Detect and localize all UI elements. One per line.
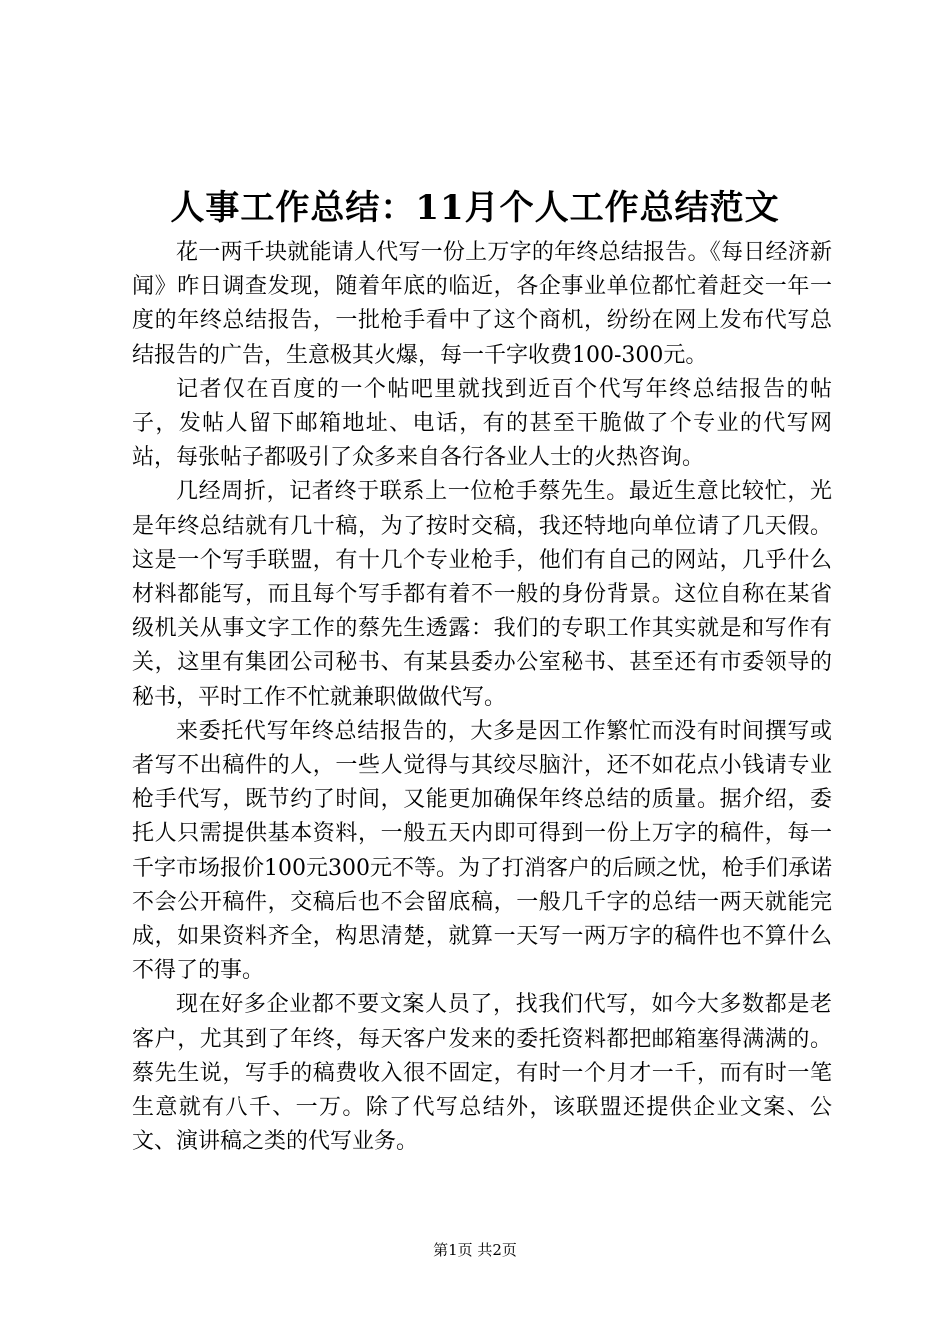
paragraph-5: 现在好多企业都不要文案人员了，找我们代写，如今大多数都是老客户，尤其到了年终，每天客户发来的委托资料都把邮箱塞得满满的。蔡先生说，写手的稿费收入很不固定，有时一个月才一千，而有时一笔生意就有八千、一万。除了代写总结外，该联盟还提供企业文案、公文、演讲稿之类的代写业务。: [132, 992, 832, 1155]
document-body: [132, 236, 832, 1159]
paragraph-2: 记者仅在百度的一个帖吧里就找到近百个代写年终总结报告的帖子，发帖人留下邮箱地址、电话，有的甚至干脆做了个专业的代写网站，每张帖子都吸引了众多来自各行各业人士的火热咨询。: [132, 376, 832, 471]
paragraph-1: 花一两千块就能请人代写一份上万字的年终总结报告。《每日经济新闻》昨日调查发现，随着年底的临近，各企事业单位都忙着赶交一年一度的年终总结报告，一批枪手看中了这个商机，纷纷在网上发布代写总结报告的广告，生意极其火爆，每一千字收费100-300元。: [132, 240, 832, 368]
document-title: 人事工作总结：11月个人工作总结范文: [170, 188, 780, 228]
paragraph-4: 来委托代写年终总结报告的，大多是因工作繁忙而没有时间撰写或者写不出稿件的人，一些人觉得与其绞尽脑汁，还不如花点小钱请专业枪手代写，既节约了时间，又能更加确保年终总结的质量。据介绍，委托人只需提供基本资料，一般五天内即可得到一份上万字的稿件，每一千字市场报价100元300元不等。为了打消客户的后顾之忧，枪手们承诺不会公开稿件，交稿后也不会留底稿，一般几千字的总结一两天就能完成，如果资料齐全，构思清楚，就算一天写一两万字的稿件也不算什么不得了的事。: [132, 718, 832, 984]
paragraph-3: 几经周折，记者终于联系上一位枪手蔡先生。最近生意比较忙，光是年终总结就有几十稿，为了按时交稿，我还特地向单位请了几天假。这是一个写手联盟，有十几个专业枪手，他们有自己的网站，几乎什么材料都能写，而且每个写手都有着不一般的身份背景。这位自称在某省级机关从事文字工作的蔡先生透露：我们的专职工作其实就是和写作有关，这里有集团公司秘书、有某县委办公室秘书、甚至还有市委领导的秘书，平时工作不忙就兼职做做代写。: [132, 479, 832, 710]
page-footer: 第1页 共2页: [433, 1241, 517, 1259]
